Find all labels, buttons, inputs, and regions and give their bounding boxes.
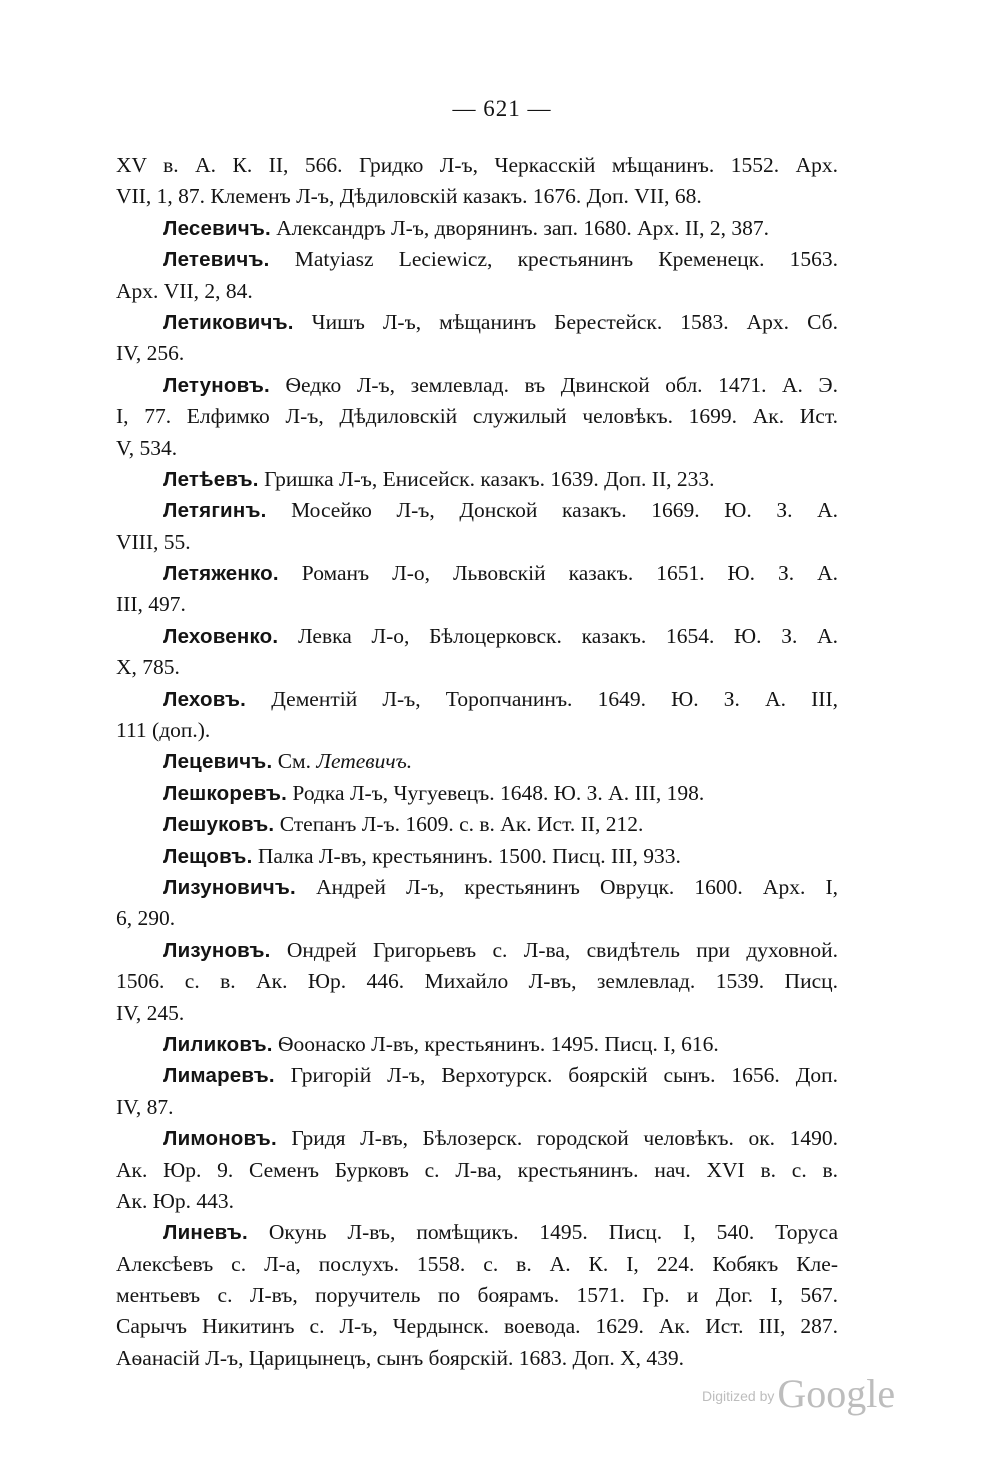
entry-first-line: [116, 1060, 838, 1091]
entry-text: Ѳедко Л-ъ, землевлад. въ Двинской обл. 1471. А. Э.: [285, 372, 838, 397]
entry-text: Ондрей Григорьевъ с. Л-ва, свидѣтель при духовной.: [286, 937, 838, 962]
entry-first-line: [116, 213, 838, 244]
google-logo: Google: [777, 1371, 896, 1416]
cross-reference: Летевичъ.: [316, 749, 413, 774]
text-line: ментьевъ с. Л-въ, поручитель по боярамъ. 1571. Гр. и Дог. I, 567.: [116, 1283, 838, 1308]
entry-text: Мосейко Л-ъ, Донской казакъ. 1669. Ю. З. А.: [291, 498, 838, 523]
text-line: 111 (доп.).: [116, 718, 211, 743]
entry-text: Левка Л-о, Бѣлоцерковск. казакъ. 1654. Ю. З. А.: [297, 623, 838, 648]
entry-first-line: [116, 935, 838, 966]
text-line: XV в. А. К. II, 566. Гридко Л-ъ, Черкасскій мѣщанинъ. 1552. Арх.: [116, 153, 838, 177]
entry-headword: Лещовъ.: [163, 844, 253, 868]
entry-headword: Летягинъ.: [163, 499, 267, 523]
text-line: III, 497.: [116, 592, 186, 617]
dictionary-entry: [116, 558, 838, 621]
dictionary-entry: [116, 872, 838, 935]
watermark-prefix: Digitized by: [702, 1388, 775, 1404]
entry-headword: Лизуновъ.: [163, 938, 271, 962]
entry-first-line: [116, 778, 838, 809]
dictionary-entry: [116, 684, 838, 747]
text-line: IV, 245.: [116, 1000, 185, 1025]
entry-text: Степанъ Л-ъ. 1609. с. в. Ак. Ист. II, 212.: [279, 812, 644, 837]
text-line: IV, 87.: [116, 1094, 174, 1119]
entry-headword: Лиликовъ.: [163, 1032, 273, 1056]
text-line: Сарычъ Никитинъ с. Л-ъ, Чердынск. воевода. 1629. Ак. Ист. III, 287.: [116, 1314, 838, 1339]
dictionary-entry: [116, 935, 838, 1029]
entry-text: Окунь Л-въ, помѣщикъ. 1495. Писц. I, 540. Торуса: [268, 1220, 838, 1245]
dictionary-entry: [116, 621, 838, 684]
dictionary-entry: [116, 809, 838, 840]
entry-first-line: [116, 495, 838, 526]
text-line: VIII, 55.: [116, 529, 191, 554]
entry-headword: Летиковичъ.: [163, 310, 294, 334]
entry-first-line: [116, 1123, 838, 1154]
dictionary-entry: [116, 307, 838, 370]
text-line: X, 785.: [116, 655, 180, 680]
entry-text: Андрей Л-ъ, крестьянинъ Овруцк. 1600. Арх. I,: [316, 874, 838, 899]
entry-first-line: [116, 746, 838, 777]
entry-headword: Леховъ.: [163, 687, 247, 711]
entry-headword: Лесевичъ.: [163, 216, 271, 240]
entry-headword: Летевичъ.: [163, 248, 270, 272]
dictionary-entry: [116, 1217, 838, 1374]
entry-text: Романъ Л-о, Львовскій казакъ. 1651. Ю. З. А.: [301, 561, 838, 586]
entry-headword: Линевъ.: [163, 1221, 248, 1245]
entry-first-line: [116, 1029, 838, 1060]
dictionary-entry: [116, 778, 838, 809]
entry-headword: Летѣевъ.: [163, 467, 259, 491]
dictionary-entry: [116, 841, 838, 872]
entry-headword: Лимоновъ.: [163, 1127, 277, 1151]
text-line: I, 77. Елфимко Л-ъ, Дѣдиловскій служилый человѣкъ. 1699. Ак. Ист.: [116, 404, 838, 429]
text-line: 6, 290.: [116, 906, 176, 931]
entry-headword: Летуновъ.: [163, 373, 270, 397]
entry-headword: Лимаревъ.: [163, 1064, 275, 1088]
entry-headword: Лецевичъ.: [163, 750, 273, 774]
dictionary-entry: [116, 1123, 838, 1217]
entry-first-line: [116, 684, 838, 715]
text-line: IV, 256.: [116, 341, 185, 366]
entry-first-line: [116, 1217, 838, 1248]
entry-first-line: [116, 558, 838, 589]
entry-headword: Леховенко.: [163, 624, 279, 648]
entry-text: Палка Л-въ, крестьянинъ. 1500. Писц. III, 933.: [257, 843, 681, 868]
text-line: Арх. VII, 2, 84.: [116, 278, 253, 303]
entry-text: Matyiasz Leciewicz, крестьянинъ Кременецк. 1563.: [294, 247, 838, 272]
dictionary-entry: [116, 244, 838, 307]
entry-headword: Лешуковъ.: [163, 813, 275, 837]
dictionary-entry: [116, 1060, 838, 1123]
dictionary-entry: [116, 464, 838, 495]
entry-text: См.: [277, 749, 312, 774]
entry-text: Александръ Л-ъ, дворянинъ. зап. 1680. Арх. II, 2, 387.: [276, 215, 770, 240]
entry-headword: Летяженко.: [163, 562, 279, 586]
dictionary-entry: [116, 370, 838, 464]
entry-first-line: [116, 809, 838, 840]
digitized-by-google-watermark: [702, 1370, 895, 1417]
dictionary-entry: [116, 1029, 838, 1060]
text-line: VII, 1, 87. Клеменъ Л-ъ, Дѣдиловскій казакъ. 1676. Доп. VII, 68.: [116, 184, 702, 209]
entry-first-line: [116, 307, 838, 338]
entry-first-line: [116, 244, 838, 275]
text-line: Ак. Юр. 9. Семенъ Бурковъ с. Л-ва, крестьянинъ. нач. XVI в. с. в.: [116, 1157, 838, 1182]
entry-first-line: [116, 370, 838, 401]
text-line: Алексѣевъ с. Л-а, послухъ. 1558. с. в. А. К. I, 224. Кобякъ Кле-: [116, 1251, 838, 1276]
text-line: 1506. с. в. Ак. Юр. 446. Михайло Л-въ, землевлад. 1539. Писц.: [116, 969, 838, 994]
text-line: Ак. Юр. 443.: [116, 1188, 234, 1213]
entry-text: Григорій Л-ъ, Верхотурск. боярскій сынъ. 1656. Доп.: [290, 1063, 838, 1088]
entry-text: Родка Л-ъ, Чугуевецъ. 1648. Ю. З. А. III, 198.: [292, 780, 705, 805]
entry-text: Ѳоонаско Л-въ, крестьянинъ. 1495. Писц. I, 616.: [278, 1031, 719, 1056]
entry-first-line: [116, 872, 838, 903]
entry-text: Гридя Л-въ, Бѣлозерск. городской человѣкъ. ок. 1490.: [291, 1126, 838, 1151]
entry-text: Чишъ Л-ъ, мѣщанинъ Берестейск. 1583. Арх. Сб.: [311, 309, 838, 334]
entry-text: Дементій Л-ъ, Торопчанинъ. 1649. Ю. З. А. III,: [271, 686, 838, 711]
dictionary-text: [116, 150, 838, 1374]
continuation-block: [116, 150, 838, 213]
text-line: Аѳанасій Л-ъ, Царицынецъ, сынъ боярскій. 1683. Доп. X, 439.: [116, 1345, 685, 1370]
dictionary-entry: [116, 213, 838, 244]
entry-headword: Лизуновичъ.: [163, 875, 296, 899]
dictionary-entry: [116, 746, 838, 777]
entry-first-line: [116, 621, 838, 652]
dictionary-entry: [116, 495, 838, 558]
page-number: — 621 —: [452, 96, 552, 121]
entry-first-line: [116, 464, 838, 495]
text-line: V, 534.: [116, 435, 178, 460]
entry-text: Гришка Л-ъ, Енисейск. казакъ. 1639. Доп. II, 233.: [264, 466, 715, 491]
entry-headword: Лешкоревъ.: [163, 781, 288, 805]
entry-first-line: [116, 841, 838, 872]
